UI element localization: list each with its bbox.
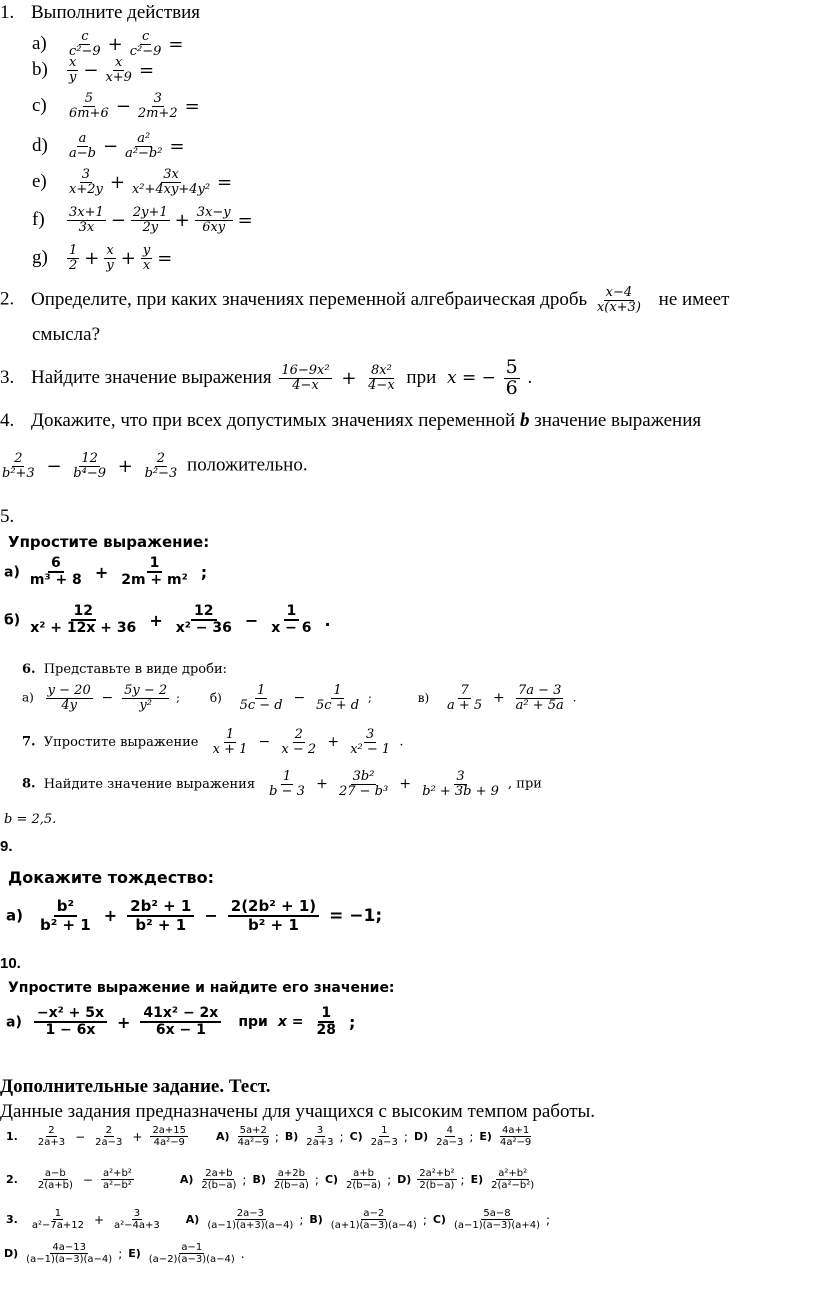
task-text-tail: не имеет: [658, 288, 730, 310]
fraction: $\frac{a}{a-b}$: [69, 131, 96, 161]
task-text: Найдите значение выражения: [31, 366, 272, 388]
equals-sign: =: [168, 33, 184, 55]
operator: +: [107, 33, 123, 55]
task-text: Докажите, что при всех допустимых значениях переменной: [31, 410, 516, 431]
fraction: $\frac{12}{\text{b⁴−9}}$: [73, 451, 106, 481]
test-q3-cont: D) $\frac{4a-13}{(a-1)(a-3)(a-4)}$ ; E) $\frac{a-1}{(a-2)(a-3)(a-4)}$ .: [4, 1242, 245, 1265]
fraction: $\frac{3}{2m+2}$: [137, 91, 178, 121]
task9-expression: а) $\frac{\text{b²}}{\text{b² + 1}}$ + $\frac{\text{2b² + 1}}{\text{b² + 1}}$ − $\frac{\text{2(2b² + 1)}}{\text{b² + 1}}$ = −1;: [6, 897, 383, 934]
item-label: c): [32, 94, 47, 116]
fraction: $\frac{5}{6m+6}$: [69, 91, 109, 121]
task2-line2: смысла?: [32, 324, 101, 345]
fraction: $\frac{3x+1}{3x}$: [69, 205, 104, 235]
fraction: $\frac{x}{x+9}$: [105, 55, 132, 85]
fraction: $\frac{3}{x+2y}$: [69, 167, 103, 197]
operator: −: [102, 135, 119, 157]
operator: −: [110, 209, 126, 231]
item-label: а): [32, 32, 47, 54]
task1-header: [0, 2, 200, 24]
task9-number: 9.: [0, 838, 13, 855]
task-number: 4.: [0, 410, 15, 431]
task6-header: 6. Представьте в виде дроби:: [22, 662, 228, 677]
operator: −: [83, 59, 99, 81]
task-number: 1.: [0, 2, 15, 23]
task-text: Определите, при каких значениях переменной алгебраическая дробь: [31, 288, 588, 310]
task-text-tail: положительно.: [187, 454, 308, 476]
extra-title: Дополнительные задание. Тест.: [0, 1076, 271, 1097]
fraction: $\frac{2}{\text{b²+3}}$: [2, 451, 35, 481]
task6-items: а) $\frac{y - 20}{4y}$ − $\frac{5y - 2}{\text{y²}}$ ; б) $\frac{1}{5c - d}$ − $\frac{1}{5c + d}$ ; в) $\frac{7}{a + 5}$ + $\frac{7a - 3}{\text{a² + 5a}}$ .: [22, 683, 577, 713]
task1-item: [32, 168, 234, 196]
operator: +: [84, 247, 100, 269]
fraction: $\frac{3x-y}{6xy}$: [196, 205, 231, 235]
test-q1: 1. $\frac{2}{2a+3}$ − $\frac{2}{2a-3}$ + $\frac{2a+15}{\text{4a²−9}}$ A) $\frac{5a+2}{\text{4a²−9}}$ ; B) $\frac{3}{2a+3}$ ; C) $\frac{1}{2a-3}$ ; D) $\frac{4}{2a-3}$ ; E) $\frac{4a+1}{\text{4a²−9}}$: [6, 1125, 532, 1148]
item-label: b): [32, 58, 48, 80]
value-fraction: $\frac{5}{6}$: [505, 356, 518, 399]
task1-item: [32, 206, 255, 234]
task9-header: Докажите тождество:: [8, 868, 214, 887]
task8-line2: b = 2,5.: [4, 812, 57, 827]
fraction: $\frac{x}{y}$: [69, 55, 77, 85]
task-number: 2.: [0, 288, 15, 310]
operator: −: [46, 455, 62, 477]
operator: +: [117, 455, 133, 477]
variable-b: b: [519, 410, 530, 431]
fraction: $\frac{x}{y}$: [106, 243, 114, 273]
operator: +: [109, 171, 125, 193]
item-label: d): [32, 134, 48, 156]
period: .: [527, 366, 533, 388]
item-label: e): [32, 170, 47, 192]
equals-sign: =: [138, 59, 155, 81]
item-label: g): [32, 246, 48, 268]
task-number: 3.: [0, 366, 15, 388]
equals-sign: =: [184, 95, 200, 117]
fraction: $\frac{\text{a²}}{\text{a²−b²}}$: [125, 131, 163, 161]
task4: [0, 410, 701, 432]
operator: −: [115, 95, 131, 117]
fraction: $\frac{x-4}{x(x+3)}$: [596, 285, 641, 315]
task-text-tail: значение выражения: [534, 410, 702, 431]
task10-expression: а) $\frac{\text{−x² + 5x}}{1 - 6x}$ + $\frac{\text{41x² − 2x}}{6x - 1}$ при x = $\frac{1}{28}$ ;: [6, 1005, 356, 1039]
equals-sign: =: [217, 171, 233, 193]
task5-header: Упростите выражение:: [8, 533, 210, 551]
task10-header: Упростите выражение и найдите его значение:: [8, 980, 395, 996]
equals-sign: =: [169, 135, 185, 157]
operator: +: [120, 247, 136, 269]
extra-subtitle: Данные задания предназначены для учащихся с высоким темпом работы.: [0, 1101, 596, 1122]
fraction: $\frac{\text{16−9x²}}{4-x}$: [281, 363, 330, 393]
task1-item: [32, 132, 187, 160]
fraction: $\frac{y}{x}$: [142, 243, 151, 273]
fraction: $\frac{2}{\text{b²−3}}$: [144, 451, 178, 481]
operator: +: [341, 367, 357, 389]
fraction: $\frac{1}{2}$: [69, 243, 78, 273]
task4-expression: [0, 452, 308, 480]
task10-number: 10.: [0, 955, 21, 972]
task5-number: 5.: [0, 506, 15, 527]
equals-sign: =: [237, 209, 253, 231]
fraction: $\frac{\text{8x²}}{4-x}$: [368, 363, 395, 393]
operator: +: [174, 209, 190, 231]
fraction: $\frac{3x}{\text{x²+4xy+4y²}}$: [131, 167, 211, 197]
equals-sign: =: [157, 247, 173, 269]
task1-item: [32, 244, 174, 272]
fraction: $\frac{c}{\text{c²−9}}$: [69, 29, 101, 59]
test-q2: 2. $\frac{a-b}{2(a+b)}$ − $\frac{\text{a²+b²}}{\text{a²−b²}}$ A) $\frac{2a+b}{2(b-a)}$ ; B) $\frac{a+2b}{2(b-a)}$ ; C) $\frac{a+b}{2(b-a)}$ ; D) $\frac{\text{2a²+b²}}{2(b-a)}$ ; E) $\frac{\text{a²+b²}}{\text{2(a²−b²)}}$: [6, 1168, 535, 1191]
task5-a: а) $\frac{6}{\text{m³ + 8}}$ + $\frac{1}{\text{2m + m²}}$ ;: [4, 555, 208, 589]
fraction: $\frac{c}{\text{c²−9}}$: [129, 29, 162, 59]
task8: 8. Найдите значение выражения $\frac{1}{b - 3}$ + $\frac{\text{3b²}}{\text{27 − b³}}$ + $\frac{3}{\text{b² + 3b + 9}}$ , при: [22, 769, 542, 799]
task-title: Выполните действия: [31, 2, 201, 23]
task2: [0, 286, 729, 314]
task1-item: [32, 30, 186, 58]
task7: 7. Упростите выражение $\frac{1}{x + 1}$ − $\frac{2}{x - 2}$ + $\frac{3}{\text{x² − 1}}$ .: [22, 727, 404, 757]
fraction: $\frac{2y+1}{2y}$: [132, 205, 168, 235]
item-label: f): [32, 208, 45, 230]
word-pri: при: [406, 366, 437, 388]
task1-item: [32, 92, 202, 120]
x-equals: x = −: [447, 367, 496, 388]
task5-b: б) $\frac{12}{\text{x² + 12x + 36}}$ + $\frac{12}{\text{x² − 36}}$ − $\frac{1}{x - 6}$ .: [4, 603, 331, 637]
test-q3: 3. $\frac{1}{\text{a²−7a+12}}$ + $\frac{3}{\text{a²−4a+3}}$ A) $\frac{2a-3}{(a-1)(a+3)(a-4)}$ ; B) $\frac{a-2}{(a+1)(a-3)(a-4)}$ ; C) $\frac{5a-8}{(a-1)(a-3)(a+4)}$ ;: [6, 1208, 551, 1231]
task3: [0, 358, 532, 399]
task1-item: [32, 56, 156, 84]
